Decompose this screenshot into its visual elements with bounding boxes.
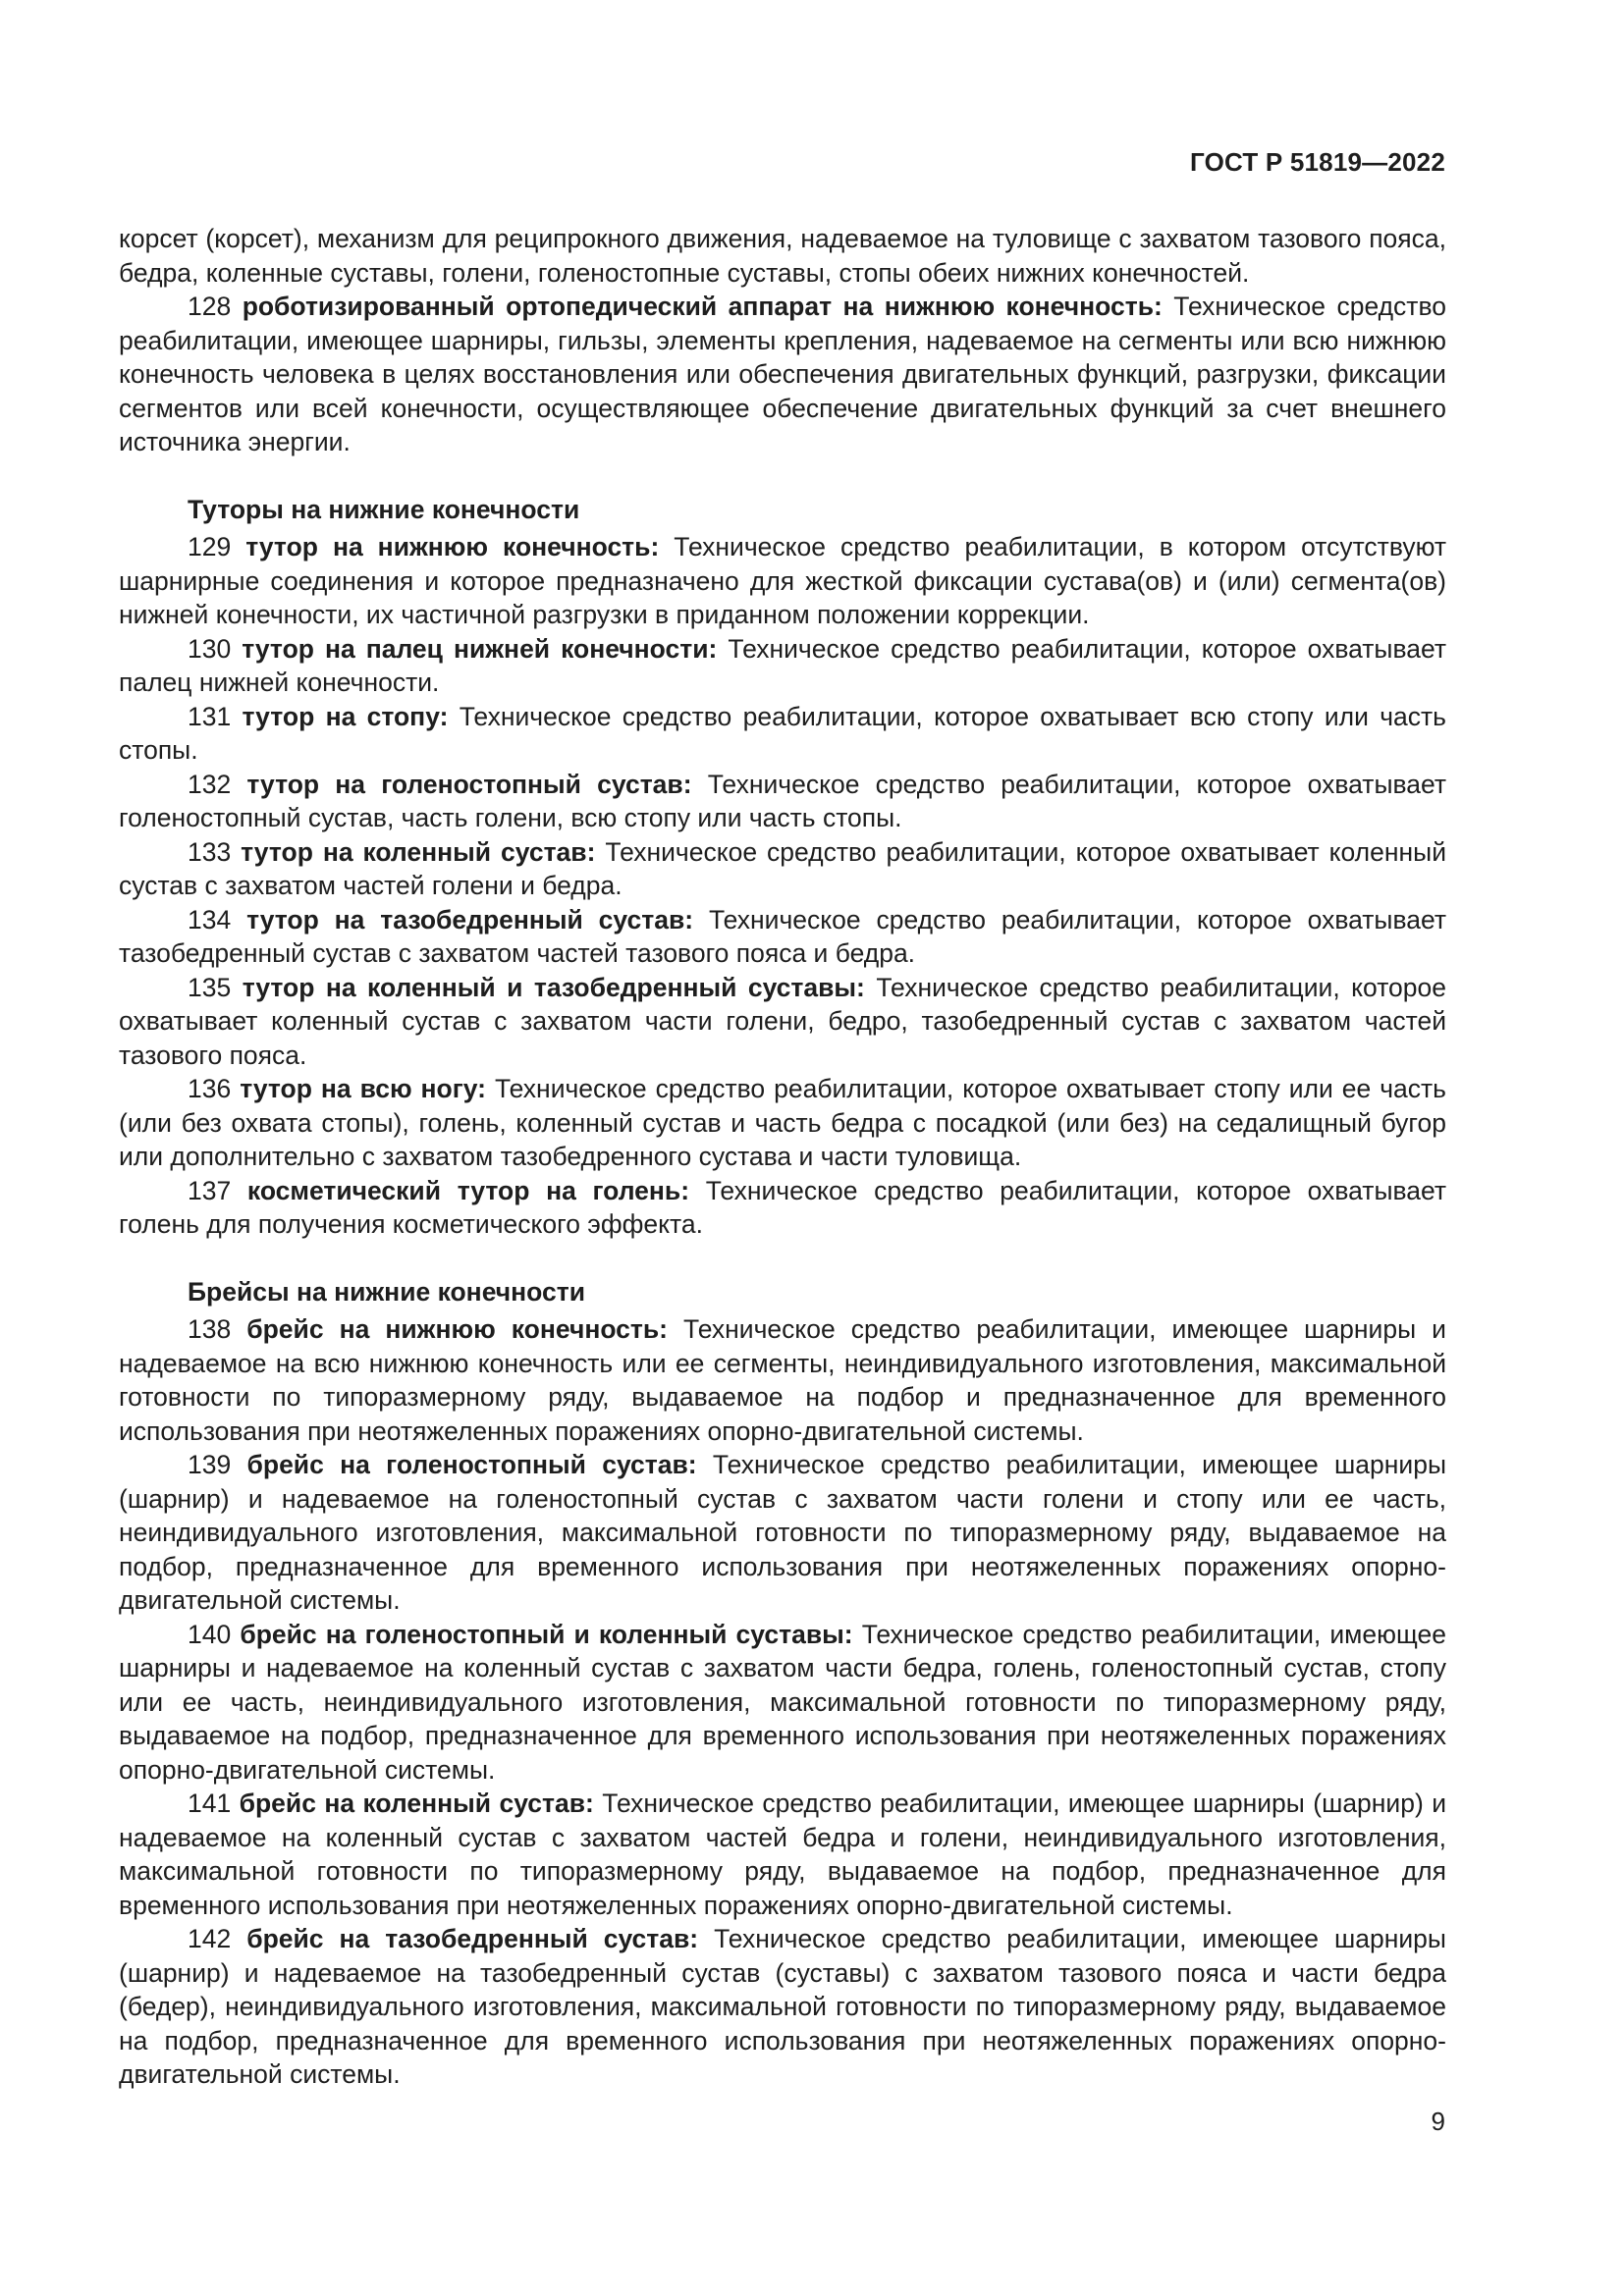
term-name: брейс на коленный сустав: xyxy=(239,1789,594,1818)
term-name: тутор на палец нижней конечности: xyxy=(242,633,718,664)
term-number: 140 xyxy=(188,1619,232,1649)
term-definition: Техническое средство реабилитации, имеющее шарниры, гильзы, элементы крепления, надеваемое на сегменты или всю нижнюю конечность человека в целях восстановления или обеспечения двигательных функций, разгрузки, фиксации сегментов или всей конечности, осуществляющее обеспечение двигательных функций за счет внешнего источника энергии. xyxy=(119,292,1446,456)
term-name: тутор на тазобедренный сустав: xyxy=(246,904,694,934)
section-heading: Туторы на нижние конечности xyxy=(188,494,580,524)
term-definition: Техническое средство реабилитации, которое охватывает коленный сустав с захватом части голени, бедро, тазобедренный сустав с захватом частей тазового пояса. xyxy=(119,972,1446,1070)
term-number: 132 xyxy=(188,769,232,799)
term-number: 133 xyxy=(188,836,232,867)
term-name: брейс на голеностопный сустав: xyxy=(246,1450,697,1479)
term-number: 142 xyxy=(188,1924,232,1953)
term-name: роботизированный ортопедический аппарат на нижнюю конечность: xyxy=(242,292,1163,321)
term-entry xyxy=(119,1922,1446,2092)
term-number: 129 xyxy=(188,532,232,561)
term-definition: Техническое средство реабилитации, имеющее шарниры и надеваемое на всю нижнюю конечность или ее сегменты, неиндивидуального изготовления, максимальной готовности по типоразмерному ряду, выдаваемое на подбор и предназначенное для временного использования при неотяжеленных поражениях опорно-двигательной системы. xyxy=(119,1314,1446,1446)
term-definition: Техническое средство реабилитации, имеющее шарниры и надеваемое на коленный сустав с захватом части бедра, голень, голеностопный сустав, стопу или ее часть, неиндивидуального изготовления, максимальной готовности по типоразмерному ряду, выдаваемое на подбор, предназначенное для временного использования при неотяжеленных поражениях опорно-двигательной системы. xyxy=(119,1619,1446,1785)
term-definition: Техническое средство реабилитации, которое охватывает стопу или ее часть (или без охвата стопы), голень, коленный сустав и часть бедра с посадкой (или без) на седалищный бугор или дополнительно с захватом тазобедренного сустава и части туловища. xyxy=(119,1074,1446,1171)
term-name: тутор на коленный сустав: xyxy=(241,836,596,867)
term-entry xyxy=(119,1072,1446,1174)
term-entry xyxy=(119,971,1446,1073)
term-name: брейс на голеностопный и коленный суставы: xyxy=(240,1619,853,1649)
term-number: 136 xyxy=(188,1074,232,1103)
term-name: тутор на стопу: xyxy=(242,701,449,731)
doc-code-header: ГОСТ Р 51819—2022 xyxy=(1190,147,1445,177)
term-definition: Техническое средство реабилитации, имеющее шарниры (шарнир) и надеваемое на тазобедренный сустав (суставы) с захватом тазового пояса и части бедра (бедер), неиндивидуального изготовления, максимальной готовности по типоразмерному ряду, выдаваемое на подбор, предназначенное для временного использования при неотяжеленных поражениях опорно-двигательной системы. xyxy=(119,1924,1446,2089)
term-number: 139 xyxy=(188,1450,232,1479)
term-definition: Техническое средство реабилитации, имеющее шарниры (шарнир) и надеваемое на коленный сустав с захватом частей бедра и голени, неиндивидуального изготовления, максимальной готовности по типоразмерному ряду, выдаваемое на подбор, предназначенное для временного использования при неотяжеленных поражениях опорно-двигательной системы. xyxy=(119,1789,1446,1920)
term-name: косметический тутор на голень: xyxy=(246,1175,690,1205)
term-definition: Техническое средство реабилитации, которое охватывает тазобедренный сустав с захватом частей тазового пояса и бедра. xyxy=(119,904,1446,968)
term-number: 138 xyxy=(188,1314,232,1344)
intro-paragraph: корсет (корсет), механизм для реципрокного движения, надеваемое на туловище с захватом тазового пояса, бедра, коленные суставы, голени, голеностопные суставы, стопы обеих нижних конечностей. xyxy=(119,224,1446,288)
term-entry xyxy=(119,1174,1446,1242)
term-entry xyxy=(119,903,1446,971)
term-definition: Техническое средство реабилитации, в котором отсутствуют шарнирные соединения и которое предназначено для жесткой фиксации сустава(ов) и (или) сегмента(ов) нижней конечности, их частичной разгрузки в приданном положении коррекции. xyxy=(119,532,1446,629)
term-number: 130 xyxy=(188,633,232,664)
term-entry xyxy=(119,700,1446,768)
term-number: 128 xyxy=(188,292,232,321)
term-entry xyxy=(119,1312,1446,1448)
term-name: тутор на нижнюю конечность: xyxy=(245,532,660,561)
term-entry xyxy=(119,530,1446,632)
term-number: 141 xyxy=(188,1789,232,1818)
sections-container xyxy=(119,290,1446,2092)
term-number: 135 xyxy=(188,972,232,1002)
document-body xyxy=(119,222,1446,2092)
term-entry xyxy=(119,1787,1446,1922)
term-number: 134 xyxy=(188,904,232,934)
term-entry xyxy=(119,1448,1446,1618)
term-number: 137 xyxy=(188,1175,232,1205)
section-heading: Брейсы на нижние конечности xyxy=(188,1276,586,1307)
term-entry xyxy=(119,835,1446,903)
term-entry xyxy=(119,768,1446,835)
term-name: тутор на голеностопный сустав: xyxy=(246,769,692,799)
term-entry xyxy=(119,632,1446,700)
term-definition: Техническое средство реабилитации, которое охватывает палец нижней конечности. xyxy=(119,633,1446,697)
term-definition: Техническое средство реабилитации, которое охватывает голеностопный сустав, часть голени, всю стопу или часть стопы. xyxy=(119,769,1446,832)
term-name: брейс на тазобедренный сустав: xyxy=(246,1924,699,1953)
term-definition: Техническое средство реабилитации, которое охватывает всю стопу или часть стопы. xyxy=(119,701,1446,765)
term-entry xyxy=(119,1618,1446,1788)
term-definition: Техническое средство реабилитации, имеющее шарниры (шарнир) и надеваемое на голеностопный сустав с захватом части голени и стопу или ее часть, неиндивидуального изготовления, максимальной готовности по типоразмерному ряду, выдаваемое на подбор, предназначенное для временного использования при неотяжеленных поражениях опорно-двигательной системы. xyxy=(119,1450,1446,1615)
term-name: тутор на коленный и тазобедренный суставы: xyxy=(242,972,865,1002)
term-name: брейс на нижнюю конечность: xyxy=(246,1314,669,1344)
term-definition: Техническое средство реабилитации, которое охватывает коленный сустав с захватом частей голени и бедра. xyxy=(119,836,1446,900)
term-number: 131 xyxy=(188,701,232,731)
page-number: 9 xyxy=(1431,2107,1445,2136)
term-name: тутор на всю ногу: xyxy=(240,1074,486,1103)
term-entry xyxy=(119,290,1446,459)
term-definition: Техническое средство реабилитации, которое охватывает голень для получения косметического эффекта. xyxy=(119,1175,1446,1239)
